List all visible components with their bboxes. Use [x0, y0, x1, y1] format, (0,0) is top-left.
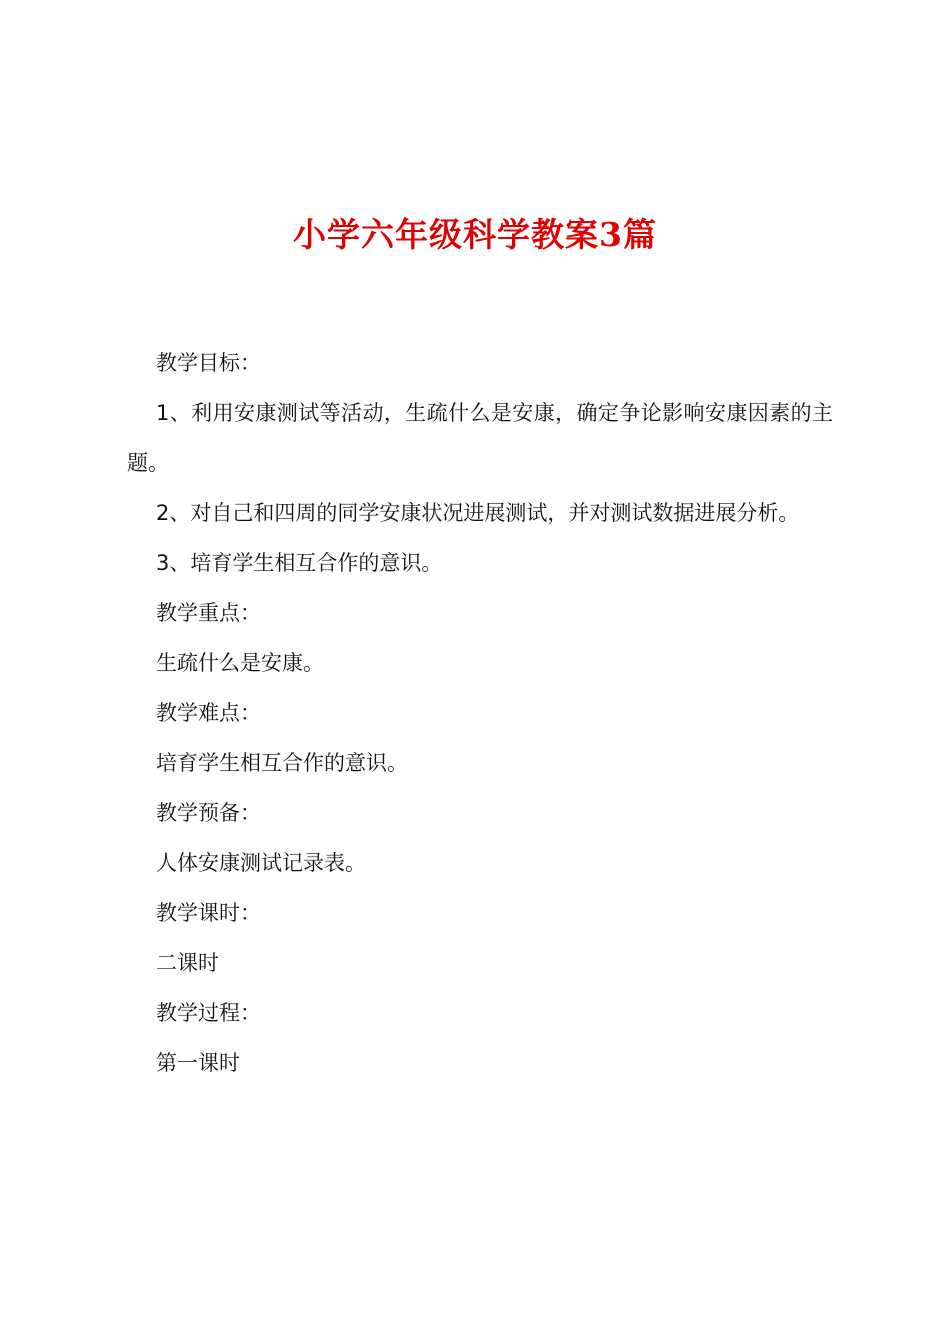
- first-lesson-label: 第一课时: [156, 1051, 240, 1075]
- heading-class-hours: 教学课时：: [156, 901, 261, 925]
- preparation-text: 人体安康测试记录表。: [156, 851, 366, 875]
- key-point-text: 生疏什么是安康。: [156, 651, 324, 675]
- heading-key-point: 教学重点：: [156, 601, 261, 625]
- objective-3: 3、培育学生相互合作的意识。: [156, 551, 443, 575]
- document-title: 小学六年级科学教案3篇: [293, 215, 657, 254]
- difficulty-text: 培育学生相互合作的意识。: [156, 751, 408, 775]
- heading-process: 教学过程：: [156, 1001, 261, 1025]
- objective-2: 2、对自己和四周的同学安康状况进展测试，并对测试数据进展分析。: [156, 501, 800, 525]
- class-hours-text: 二课时: [156, 951, 219, 975]
- heading-preparation: 教学预备：: [156, 801, 261, 825]
- objective-1: 1、利用安康测试等活动，生疏什么是安康，确定争论影响安康因素的主题。: [127, 401, 833, 475]
- heading-difficulty: 教学难点：: [156, 701, 261, 725]
- heading-objectives: 教学目标：: [156, 351, 261, 375]
- document-body: [127, 338, 833, 1088]
